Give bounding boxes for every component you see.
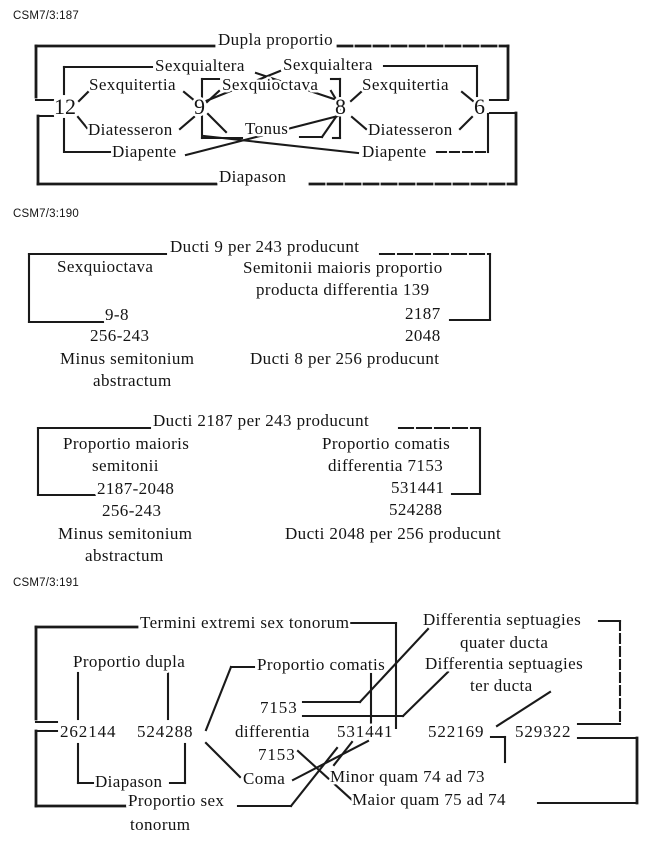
t190b-right-row5: Ducti 2048 per 256 producunt <box>285 524 502 543</box>
label-differentia: differentia <box>235 722 310 741</box>
label-minor-quam: Minor quam 74 ad 73 <box>330 767 485 786</box>
t190a-right-row4: 2048 <box>405 326 441 345</box>
t190a-right-row5: Ducti 8 per 256 producunt <box>250 349 440 368</box>
table-190a-labels <box>57 237 443 390</box>
t190b-left-row6: abstractum <box>85 546 164 565</box>
label-diapason: Diapason <box>219 167 287 186</box>
t190a-left-row5: Minus semitonium <box>60 349 195 368</box>
t190b-left-row4: 256-243 <box>102 501 162 520</box>
t190b-left-row2: semitonii <box>92 456 159 475</box>
label-proportio-comatis: Proportio comatis <box>257 655 386 674</box>
t190a-right-row2: producta differentia 139 <box>256 280 430 299</box>
t190a-left-row6: abstractum <box>93 371 172 390</box>
label-coma: Coma <box>243 769 286 788</box>
label-dupla-proportio: Dupla proportio <box>218 30 334 49</box>
node-9: 9 <box>194 94 205 119</box>
value-7153-lower: 7153 <box>258 745 296 764</box>
t190a-left-row4: 256-243 <box>90 326 150 345</box>
table-190b-labels <box>58 411 501 565</box>
label-sexquialtera-right: Sexquialtera <box>283 55 373 74</box>
table-190a-title: Ducti 9 per 243 producunt <box>170 237 360 256</box>
t190b-left-row3: 2187-2048 <box>97 479 175 498</box>
value-531441: 531441 <box>337 722 394 741</box>
label-differentia-quater-1: Differentia septuagies <box>423 610 582 629</box>
label-diapente-left: Diapente <box>112 142 177 161</box>
value-524288: 524288 <box>137 722 194 741</box>
label-proportio-sex-2: tonorum <box>130 815 191 834</box>
diagram-187-labels <box>54 30 485 186</box>
section-label-187: CSM7/3:187 <box>13 10 79 22</box>
value-529322: 529322 <box>515 722 572 741</box>
label-sexquioctava: Sexquioctava <box>222 75 319 94</box>
node-6: 6 <box>474 94 485 119</box>
label-diatesseron-left: Diatesseron <box>88 120 173 139</box>
label-diatesseron-right: Diatesseron <box>368 120 453 139</box>
t190b-left-row5: Minus semitonium <box>58 524 193 543</box>
t190b-right-row2: differentia 7153 <box>328 456 444 475</box>
label-diapason-191: Diapason <box>95 772 163 791</box>
label-differentia-ter-2: ter ducta <box>470 676 533 695</box>
label-proportio-dupla: Proportio dupla <box>73 652 186 671</box>
diagram-187-lines <box>36 46 516 184</box>
value-522169: 522169 <box>428 722 485 741</box>
label-differentia-ter-1: Differentia septuagies <box>425 654 584 673</box>
section-label-190: CSM7/3:190 <box>13 208 79 220</box>
node-12: 12 <box>54 94 76 119</box>
value-262144: 262144 <box>60 722 117 741</box>
value-7153-upper: 7153 <box>260 698 298 717</box>
node-8: 8 <box>335 94 346 119</box>
label-tonus: Tonus <box>245 119 289 138</box>
label-maior-quam: Maior quam 75 ad 74 <box>352 790 506 809</box>
t190a-left-row1: Sexquioctava <box>57 257 154 276</box>
section-label-191: CSM7/3:191 <box>13 577 79 589</box>
label-proportio-sex-1: Proportio sex <box>128 791 225 810</box>
label-differentia-quater-2: quater ducta <box>460 633 549 652</box>
t190a-right-row3: 2187 <box>405 304 441 323</box>
t190b-right-row1: Proportio comatis <box>322 434 451 453</box>
t190a-right-row1: Semitonii maioris proportio <box>243 258 443 277</box>
table-190b-title: Ducti 2187 per 243 producunt <box>153 411 370 430</box>
t190b-right-row3: 531441 <box>391 478 445 497</box>
label-sexquialtera-left: Sexquialtera <box>155 56 245 75</box>
label-termini-title: Termini extremi sex tonorum <box>140 613 350 632</box>
label-sexquitertia-left: Sexquitertia <box>89 75 176 94</box>
t190b-right-row4: 524288 <box>389 500 443 519</box>
label-diapente-right: Diapente <box>362 142 427 161</box>
t190a-left-row3: 9-8 <box>105 305 129 324</box>
t190b-left-row1: Proportio maioris <box>63 434 190 453</box>
label-sexquitertia-right: Sexquitertia <box>362 75 449 94</box>
